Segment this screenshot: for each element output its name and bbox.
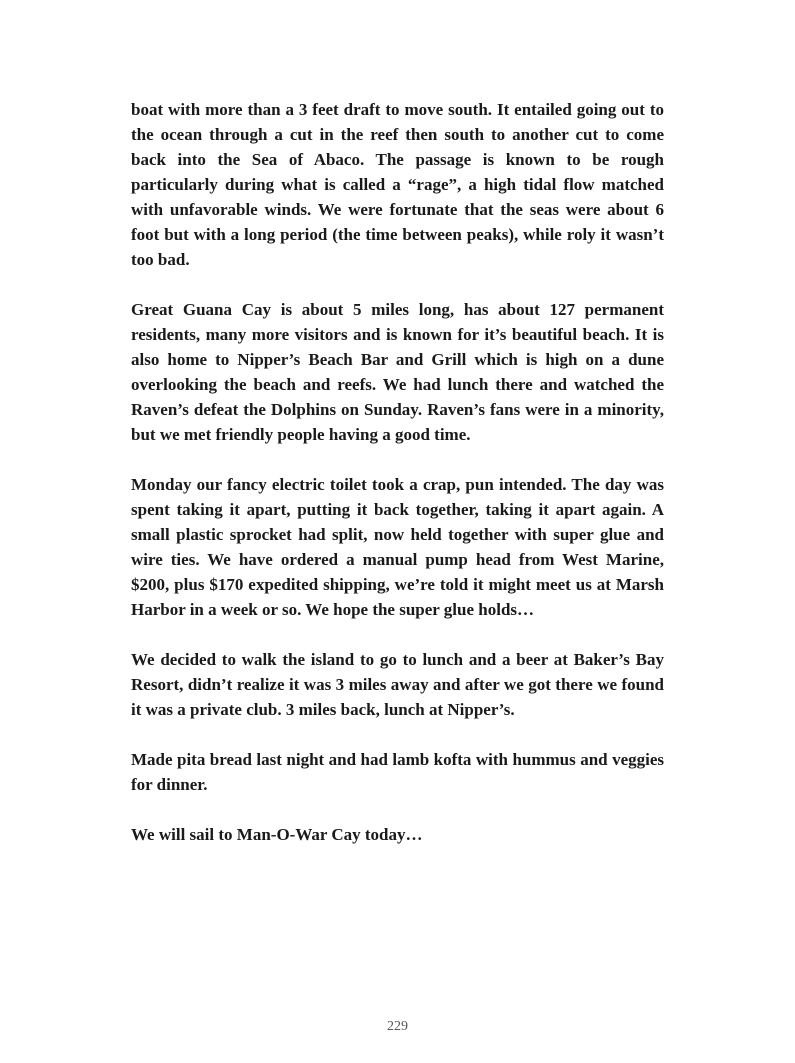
paragraph-4: We decided to walk the island to go to lunch and a beer at Baker’s Bay Resort, didn’t realize it was 3 miles away and after we got there we found it was a private club. 3 miles back, lunch at Nipper’s. bbox=[131, 650, 664, 719]
page-number: 229 bbox=[387, 1019, 408, 1034]
paragraph-6: We will sail to Man-O-War Cay today… bbox=[131, 825, 423, 844]
paragraph-2: Great Guana Cay is about 5 miles long, has about 127 permanent residents, many more visitors and is known for it’s beautiful beach. It is also home to Nipper’s Beach Bar and Grill which is high on a dune overlooking the beach and reefs. We had lunch there and watched the Raven’s defeat the Dolphins on Sunday. Raven’s fans were in a minority, but we met friendly people having a good time. bbox=[131, 300, 664, 444]
paragraph-5: Made pita bread last night and had lamb kofta with hummus and veggies for dinner. bbox=[131, 750, 664, 794]
page-body bbox=[131, 97, 664, 872]
paragraph-1: boat with more than a 3 feet draft to move south. It entailed going out to the ocean through a cut in the reef then south to another cut to come back into the Sea of Abaco. The passage is known to be rough particularly during what is called a “rage”, a high tidal flow matched with unfavorable winds. We were fortunate that the seas were about 6 foot but with a long period (the time between peaks), while roly it wasn’t too bad. bbox=[131, 100, 664, 269]
paragraph-3: Monday our fancy electric toilet took a crap, pun intended. The day was spent taking it apart, putting it back together, taking it apart again. A small plastic sprocket had split, now held together with super glue and wire ties. We have ordered a manual pump head from West Marine, $200, plus $170 expedited shipping, we’re told it might meet us at Marsh Harbor in a week or so. We hope the super glue holds… bbox=[131, 475, 664, 619]
